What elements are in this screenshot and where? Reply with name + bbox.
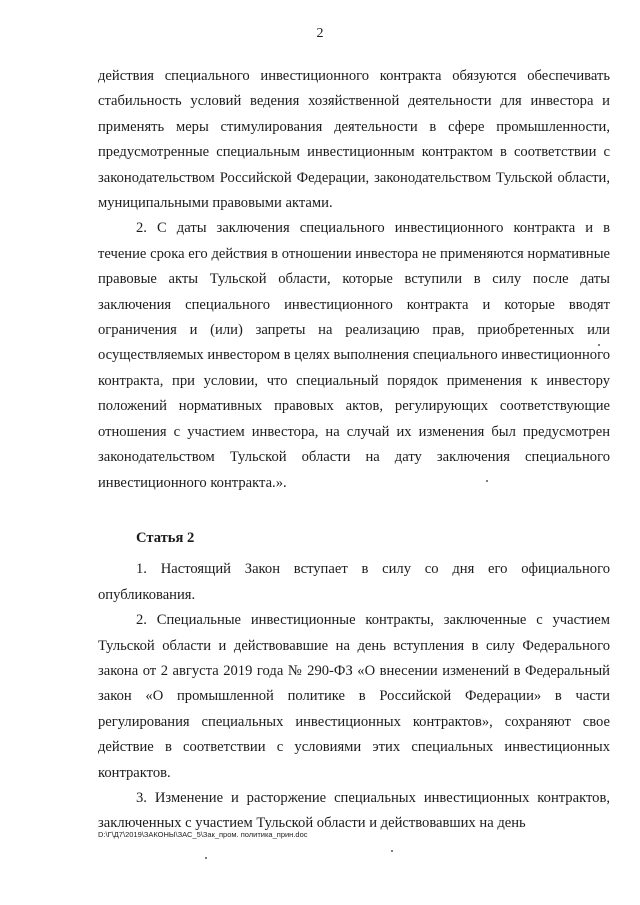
paragraph-article2-clause-3: 3. Изменение и расторжение специальных инвестиционных контрактов, заключенных с участием Тульской области и действовавших на день: [98, 789, 610, 832]
footer-file-path: D:\Г\Д7\2019\ЗАКОНЫ\ЗАС_5\Зак_пром. политика_прин.doc: [98, 830, 308, 839]
scan-speck: [486, 480, 488, 482]
paragraph-article2-clause-1: 1. Настоящий Закон вступает в силу со дня его официального опубликования.: [98, 561, 610, 603]
paragraph-article2-clause-2: 2. Специальные инвестиционные контракты, заключенные с участием Тульской области и действовавшие на день вступления в силу Федерального закона от 2 августа 2019 года № 290-ФЗ «О внесении изменений в Федеральный закон «О промышленной политике в Российской Федерации» в части регулирования специальных инвестиционных контрактов», сохраняют свое действие в соответствии с условиями этих специальных инвестиционных контрактов.: [98, 612, 610, 781]
document-body: [98, 64, 610, 837]
scan-speck: [598, 344, 600, 346]
paragraph-clause-2: 2. С даты заключения специального инвестиционного контракта и в течение срока его действия в отношении инвестора не применяются нормативные правовые акты Тульской области, которые вступили в силу после даты заключения специального инвестиционного контракта и которые вводят ограничения и (или) запреты на реализацию прав, приобретенных или осуществляемых инвестором в целях выполнения специального инвестиционного контракта, при условии, что специальный порядок применения к инвестору положений нормативных правовых актов, регулирующих соответствующие отношения с участием инвестора, на случай их изменения был предусмотрен законодательством Тульской области на дату заключения специального инвестиционного контракта.».: [98, 220, 610, 491]
article-heading: Статья 2: [136, 529, 195, 546]
paragraph-continuation: действия специального инвестиционного контракта обязуются обеспечивать стабильность условий ведения хозяйственной деятельности для инвестора и применять меры стимулирования деятельности в сфере промышленности, предусмотренные специальным инвестиционным контрактом в соответствии с законодательством Российской Федерации, законодательством Тульской области, муниципальными правовыми актами.: [98, 68, 610, 212]
scan-speck: [205, 857, 207, 859]
scan-speck: [391, 850, 393, 852]
page-number: 2: [316, 26, 324, 41]
